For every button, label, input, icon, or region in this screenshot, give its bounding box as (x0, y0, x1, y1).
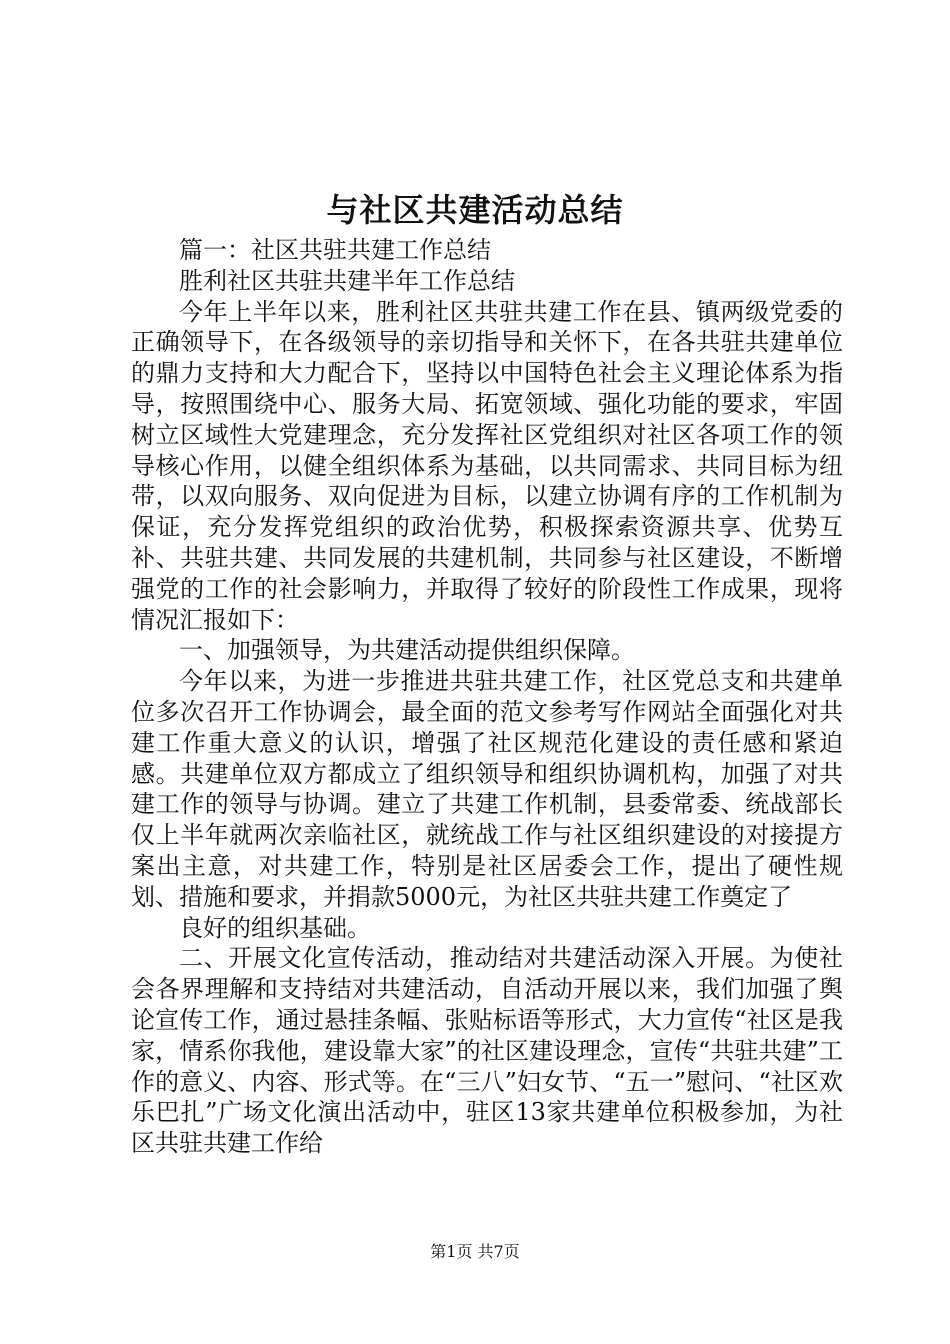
culture-promotion-paragraph: 二、开展文化宣传活动，推动结对共建活动深入开展。为使社会各界理解和支持结对共建活动，自活动开展以来，我们加强了舆论宣传工作，通过悬挂条幅、张贴标语等形式，大力宣传“社区是我家，情系你我他，建设靠大家”的社区建设理念，宣传“共驻共建”工作的意义、内容、形式等。在“三八”妇女节、“五一”慰问、“社区欢乐巴扎”广场文化演出活动中，驻区13家共建单位积极参加，为社区共驻共建工作给 (131, 944, 843, 1158)
section-heading-part-one: 篇一：社区共驻共建工作总结 (179, 236, 491, 264)
document-body (131, 235, 843, 1159)
page-footer: 第1页 共7页 (430, 1242, 520, 1261)
page-title: 与社区共建活动总结 (326, 191, 624, 229)
report-subtitle: 胜利社区共驻共建半年工作总结 (179, 266, 515, 295)
section-heading-one: 一、加强领导，为共建活动提供组织保障。 (179, 636, 635, 665)
intro-paragraph: 今年上半年以来，胜利社区共驻共建工作在县、镇两级党委的正确领导下，在各级领导的亲切指导和关怀下，在各共驻共建单位的鼎力支持和大力配合下，坚持以中国特色社会主义理论体系为指导，按照围绕中心、服务大局、拓宽领域、强化功能的要求，牢固树立区域性大党建理念，充分发挥社区党组织对社区各项工作的领导核心作用，以健全组织体系为基础，以共同需求、共同目标为纽带，以双向服务、双向促进为目标，以建立协调有序的工作机制为保证，充分发挥党组织的政治优势，积极探索资源共享、优势互补、共驻共建、共同发展的共建机制，共同参与社区建设，不断增强党的工作的社会影响力，并取得了较好的阶段性工作成果，现将情况汇报如下： (131, 297, 843, 634)
leadership-paragraph-continuation: 良好的组织基础。 (179, 913, 371, 942)
leadership-paragraph: 今年以来，为进一步推进共驻共建工作，社区党总支和共建单位多次召开工作协调会，最全面的范文参考写作网站全面强化对共建工作重大意义的认识，增强了社区规范化建设的责任感和紧迫感。共建单位双方都成立了组织领导和组织协调机构，加强了对共建工作的领导与协调。建立了共建工作机制，县委常委、统战部长仅上半年就两次亲临社区，就统战工作与社区组织建设的对接提方案出主意，对共建工作，特别是社区居委会工作，提出了硬性规划、措施和要求，并捐款5000元，为社区共驻共建工作奠定了 (131, 667, 843, 911)
